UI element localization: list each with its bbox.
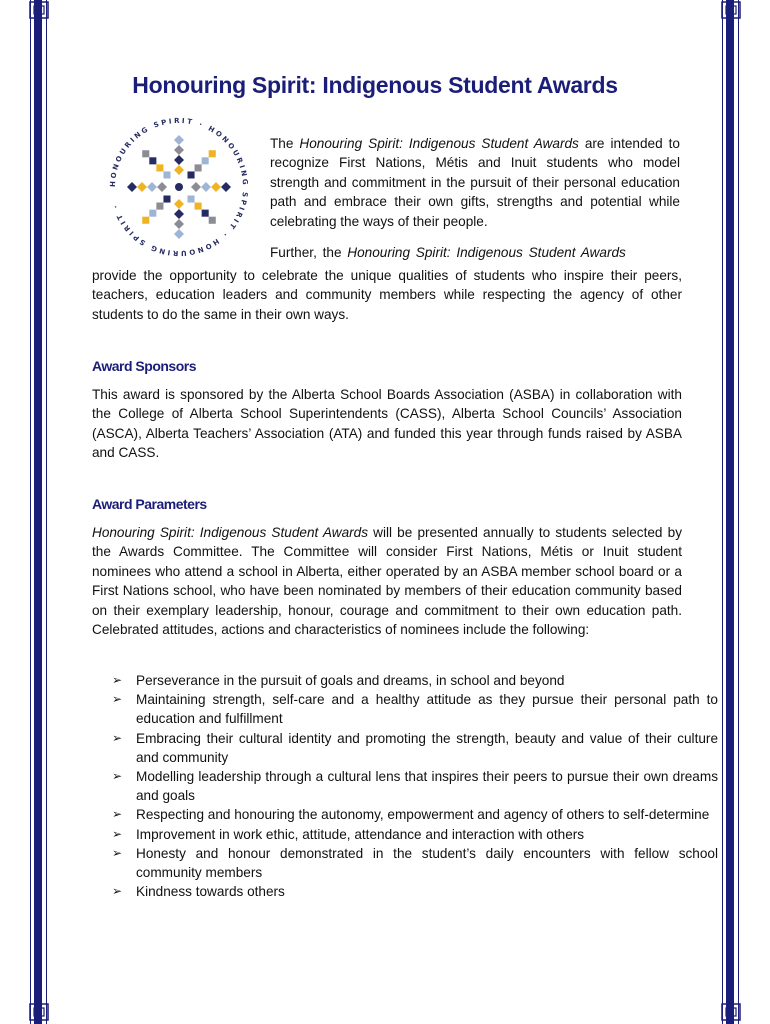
list-item-text: Maintaining strength, self-care and a healthy attitude as they pursue their personal path to education and fulfillment (136, 692, 718, 727)
list-item (112, 805, 718, 824)
nominee-characteristics-list (112, 671, 718, 901)
right-border-bar (726, 0, 734, 1024)
arrow-bullet-icon: ➢ (112, 769, 123, 784)
corner-ornament-top-left (28, 0, 50, 22)
star-center (175, 183, 183, 191)
arrow-bullet-icon: ➢ (112, 826, 123, 841)
arrow-bullet-icon: ➢ (112, 807, 123, 822)
intro-paragraph: The Honouring Spirit: Indigenous Student Awards are intended to recognize First Nations, Métis and Inuit students who model strength and commitment in the pursuit of their personal education path and embrace their own gifts, strengths and potential while celebrating the ways of their people. (270, 136, 680, 229)
intro-block (270, 134, 680, 262)
intro-paragraph-2: Further, the Honouring Spirit: Indigenous Student Awards (270, 245, 626, 261)
award-name-italic: Honouring Spirit: Indigenous Student Awards (299, 136, 579, 151)
arrow-bullet-icon: ➢ (112, 845, 123, 860)
list-item-text: Modelling leadership through a cultural lens that inspires their peers to pursue their own dreams and goals (136, 769, 718, 804)
emblem-ring-text: HONOURING SPIRIT · HONOURING SPIRIT · HONOURING SPIRIT · (108, 116, 250, 258)
list-item-text: Perseverance in the pursuit of goals and dreams, in school and beyond (136, 673, 565, 688)
sponsors-text: This award is sponsored by the Alberta School Boards Association (ASBA) in collaboration with the College of Alberta School Superintendents (CASS), Alberta School Councils’ Association (ASCA), Alberta Teachers’ Association (ATA) and funded this year through funds raised by ASBA and CASS. (92, 387, 682, 461)
intro-continuation: provide the opportunity to celebrate the unique qualities of students who inspire their peers, teachers, education leaders and community members while respecting the agency of other students to do the same in their own ways. (92, 268, 682, 322)
arrow-bullet-icon: ➢ (112, 673, 123, 687)
corner-ornament-bottom-left (28, 1000, 50, 1022)
right-border-line (722, 0, 723, 1024)
left-border-bar (34, 0, 42, 1024)
list-item (112, 882, 718, 901)
page-title: Honouring Spirit: Indigenous Student Awards (132, 72, 618, 98)
list-item (112, 671, 718, 690)
award-parameters-section (92, 496, 682, 639)
corner-ornament-top-right (720, 0, 742, 22)
list-item (112, 825, 718, 844)
section-heading-sponsors: Award Sponsors (92, 358, 196, 374)
arrow-bullet-icon: ➢ (112, 884, 123, 899)
corner-ornament-bottom-right (720, 1000, 742, 1022)
list-item-text: Kindness towards others (136, 884, 285, 900)
left-border-line-inner (46, 0, 47, 1024)
list-item (112, 767, 718, 805)
list-item-text: Embracing their cultural identity and promoting the strength, beauty and value of their culture and community (136, 730, 718, 765)
star-pattern (127, 135, 231, 239)
list-item-text: Respecting and honouring the autonomy, empowerment and agency of others to self-determine (136, 807, 710, 823)
honouring-spirit-emblem (104, 112, 254, 262)
section-heading-parameters: Award Parameters (92, 496, 207, 512)
right-border-line-inner (738, 0, 739, 1024)
list-item (112, 844, 718, 882)
parameters-text: Honouring Spirit: Indigenous Student Awards will be presented annually to students selected by the Awards Committee. The Committee will consider First Nations, Métis or Inuit student nominees who attend a school in Alberta, either operated by an ASBA member school board or a First Nations school, who have been nominated by members of their education community based on their exemplary leadership, honour, courage and commitment to their own education path. Celebrated attitudes, actions and characteristics of nominees include the following: (92, 525, 682, 638)
left-border-line (30, 0, 31, 1024)
list-item-text: Honesty and honour demonstrated in the student’s daily encounters with fellow school community members (136, 845, 718, 881)
arrow-bullet-icon: ➢ (112, 730, 123, 745)
award-sponsors-section (92, 358, 682, 463)
arrow-bullet-icon: ➢ (112, 692, 123, 707)
award-name-italic-2: Honouring Spirit: Indigenous Student Awards (347, 245, 626, 261)
list-item-text: Improvement in work ethic, attitude, attendance and interaction with others (136, 826, 585, 842)
list-item (112, 690, 718, 728)
list-item (112, 729, 718, 767)
